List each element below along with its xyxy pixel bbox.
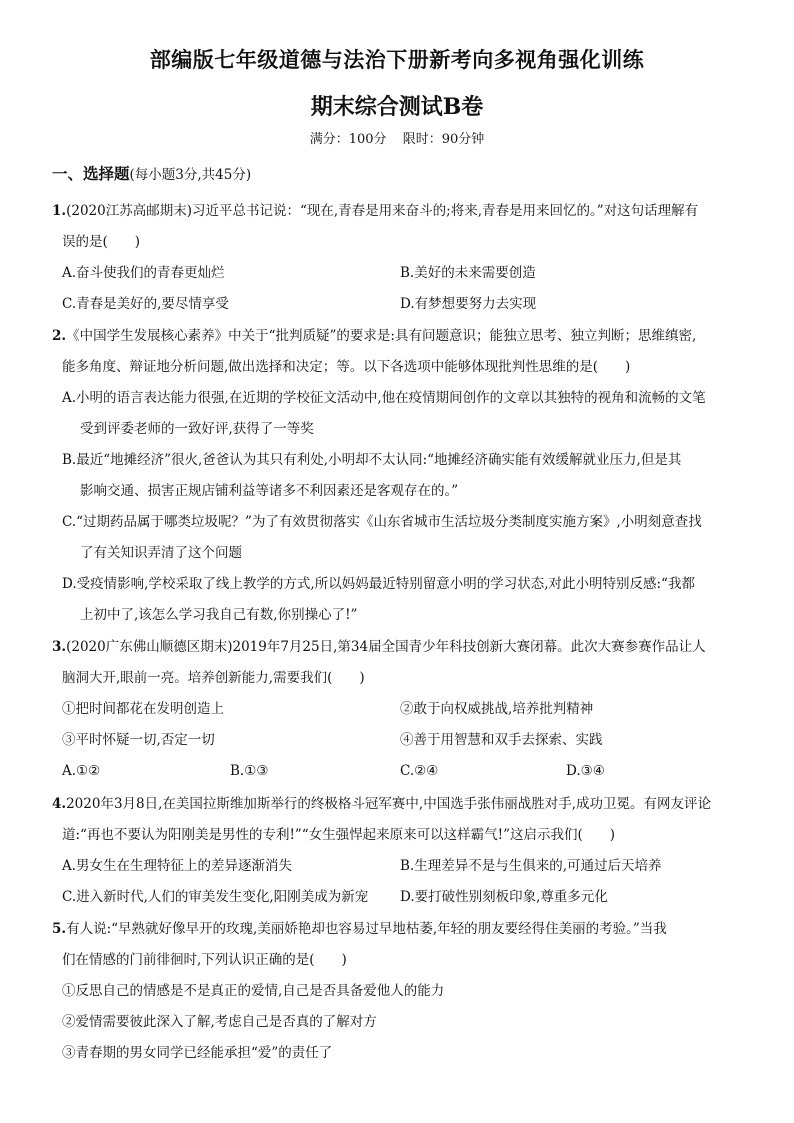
option-a: A.奋斗使我们的青春更灿烂 <box>62 265 225 281</box>
option-a-cont: 受到评委老师的一致好评,获得了一等奖 <box>80 421 314 437</box>
question-stem: 有人说:“早熟就好像早开的玫瑰,美丽娇艳却也容易过早地枯萎,年轻的朋友要经得住美丽的考验。”当我 <box>66 921 667 937</box>
exam-info <box>0 128 794 147</box>
option-d: D.③④ <box>566 763 605 779</box>
option-a: A.男女生在生理特征上的差异逐渐消失 <box>62 858 293 874</box>
question-stem: 《中国学生发展核心素养》中关于“批判质疑”的要求是:具有问题意识；能独立思考、独立判断；思维缜密, <box>66 328 697 344</box>
score-label: 满分：100分 <box>309 132 387 147</box>
question-number: 4. <box>52 796 67 812</box>
option-c: C.“过期药品属于哪类垃圾呢？”为了有效贯彻落实《山东省城市生活垃圾分类制度实施方案》,小明刻意查找 <box>62 514 702 530</box>
option-b: B.美好的未来需要创造 <box>400 265 536 281</box>
question-stem-cont: 道:“再也不要认为阳刚美是男性的专利!”“女生强悍起来原来可以这样霸气!”这启示我们( ) <box>62 827 616 843</box>
option-d: D.受疫情影响,学校采取了线上教学的方式,所以妈妈最近特别留意小明的学习状态,对此小明特别反感:“我都 <box>62 576 695 592</box>
question-stem: (2020广东佛山顺德区期末)2019年7月25日,第34届全国青少年科技创新大赛闭幕。此次大赛参赛作品让人 <box>66 639 706 655</box>
question-4 <box>52 795 752 813</box>
question-stem-cont: 能多角度、辩证地分析问题,做出选择和决定；等。以下各选项中能够体现批判性思维的是( ) <box>62 359 631 375</box>
section-heading <box>52 165 752 184</box>
statement-3: ③平时怀疑一切,否定一切 <box>62 732 215 748</box>
question-stem-cont: 脑洞大开,眼前一亮。培养创新能力,需要我们( ) <box>62 670 365 686</box>
statement-4: ④善于用智慧和双手去探索、实践 <box>400 732 603 748</box>
option-c: C.进入新时代,人们的审美发生变化,阳刚美成为新宠 <box>62 889 369 905</box>
question-stem-cont: 们在情感的门前徘徊时,下列认识正确的是( ) <box>62 952 347 968</box>
option-c-cont: 了有关知识弄清了这个问题 <box>80 545 242 561</box>
option-a: A.小明的语言表达能力很强,在近期的学校征文活动中,他在疫情期间创作的文章以其独特的视角和流畅的文笔 <box>62 390 706 406</box>
question-number: 1. <box>52 203 67 219</box>
option-b: B.①③ <box>230 763 269 779</box>
statement-2: ②爱情需要彼此深入了解,考虑自己是否真的了解对方 <box>62 1014 377 1030</box>
statement-2: ②敢于向权威挑战,培养批判精神 <box>400 701 594 717</box>
question-number: 5. <box>52 921 67 937</box>
question-number: 2. <box>52 328 67 344</box>
statement-1: ①反思自己的情感是不是真正的爱情,自己是否具备爱他人的能力 <box>62 983 445 999</box>
option-a: A.①② <box>62 763 101 779</box>
question-2 <box>52 327 752 345</box>
option-d: D.有梦想要努力去实现 <box>400 296 537 312</box>
question-1 <box>52 202 752 220</box>
question-number: 3. <box>52 639 67 655</box>
exam-series-title: 部编版七年级道德与法治下册新考向多视角强化训练 <box>149 47 645 72</box>
section-title: 一、选择题 <box>52 164 130 183</box>
option-b: B.生理差异不是与生俱来的,可通过后天培养 <box>400 858 662 874</box>
option-d: D.要打破性别刻板印象,尊重多元化 <box>400 889 608 905</box>
section-note: (每小题3分,共45分) <box>129 167 252 183</box>
time-label: 限时：90分钟 <box>402 132 485 147</box>
question-3 <box>52 638 752 656</box>
option-c: C.②④ <box>400 763 439 779</box>
option-b: B.最近“地摊经济”很火,爸爸认为其只有利处,小明却不太认同:“地摊经济确实能有效缓解就业压力,但是其 <box>62 452 682 468</box>
option-c: C.青春是美好的,要尽情享受 <box>62 296 229 312</box>
question-stem-cont: 误的是( ) <box>62 234 141 250</box>
question-stem: (2020江苏高邮期末)习近平总书记说：“现在,青春是用来奋斗的;将来,青春是用来回忆的。”对这句话理解有 <box>66 203 699 219</box>
statement-1: ①把时间都花在发明创造上 <box>62 701 224 717</box>
question-stem: 2020年3月8日,在美国拉斯维加斯举行的终极格斗冠军赛中,中国选手张伟丽战胜对手,成功卫冕。有网友评论 <box>66 796 712 812</box>
exam-paper-title: 期末综合测试B卷 <box>310 94 484 120</box>
option-b-cont: 影响交通、损害正规店铺利益等诸多不利因素还是客观存在的。” <box>80 483 459 499</box>
option-d-cont: 上初中了,该怎么学习我自己有数,你别操心了!” <box>80 607 358 623</box>
statement-3: ③青春期的男女同学已经能承担“爱”的责任了 <box>62 1045 333 1061</box>
question-5 <box>52 920 752 938</box>
